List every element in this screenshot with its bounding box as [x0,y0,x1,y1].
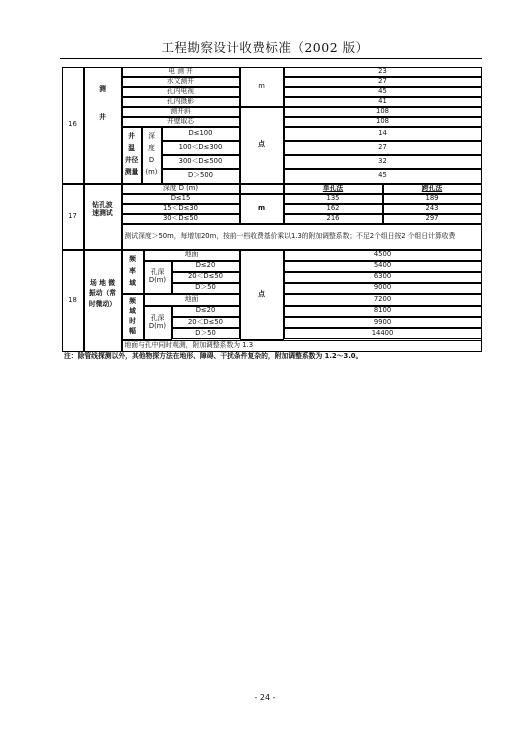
range-text: D＞500 [187,171,213,180]
value-text: 4500 [373,250,392,259]
value-text: 135 [326,193,340,202]
item-row-2 [122,87,240,97]
value-cell [284,204,383,214]
well-char: 测量 [124,167,139,176]
ground-text: 地面 [184,250,199,259]
range-text: D≤20 [195,261,216,270]
value-text: 32 [378,157,387,166]
value-cell [284,107,482,117]
hole-text: 孔深 [150,268,165,277]
unit-m-16 [240,67,284,107]
value-text: 189 [425,193,439,202]
depth-char: (m) [145,167,158,176]
category-text: 钻孔波 [92,200,113,209]
item-label: 孔内摄影 [166,96,195,105]
value-cell [383,214,482,224]
category-text: 振动（常 [88,289,117,298]
value-text: 108 [376,106,389,115]
range-text: D≤15 [170,193,191,202]
depth-label-col [142,127,162,184]
value-text: 27 [378,76,387,85]
row-no-text: 16 [68,120,77,129]
value-text: 9000 [373,283,392,292]
value-cell [383,194,482,204]
value-text: 41 [378,96,387,105]
range-row [162,127,240,141]
range-row [162,141,240,155]
item-row-5 [122,117,240,127]
ground-row [144,250,240,261]
footnote: 注：除管线探测以外，其他物探方法在地形、障碍、干扰条件复杂的，附加调整系数为 1.2～3.0。 [64,352,363,360]
value-cell [284,77,482,87]
well-char: 井 [128,132,135,141]
range-text: 20＜D≤50 [187,317,224,326]
well-char: 温 [128,144,135,153]
range-row-18 [172,261,240,272]
value-text: 45 [378,171,387,180]
value-text: 7200 [373,294,392,303]
time-char: 频 [129,296,136,305]
range-text: 15＜D≤30 [162,203,199,212]
range-text: 20＜D≤50 [187,272,224,281]
value-text: 297 [425,213,439,222]
category-char: 测 [99,84,106,93]
value-text: 243 [425,203,439,212]
page-title: 工程勘察设计收费标准（2002 版） [161,40,369,55]
depth-char: 深 [148,132,155,141]
hole-text: 孔深 [150,313,165,322]
value-text: 27 [378,142,387,151]
unit-point-18 [240,250,284,340]
range-text: 300＜D≤500 [178,157,223,166]
hole-text: D(m) [148,276,167,284]
value-text: 216 [326,213,340,222]
row-no-text: 17 [68,211,77,220]
note-text: 地面与孔中同时观测，附加调整系数为 1.3 [124,340,254,349]
time-char: 时 [129,316,136,325]
ground-row [144,294,240,306]
range-row-18 [172,272,240,283]
range-row [162,155,240,169]
page-number: - 24 - [254,693,276,702]
depth-char: D [148,155,155,164]
range-row-18 [172,283,240,294]
row-no-text: 18 [68,295,77,304]
well-label-col [122,127,142,184]
unit-point-16 [240,107,284,184]
row-no-18 [62,250,84,352]
value-cell [284,328,482,339]
time-char: 域 [129,306,136,315]
value-text: 8100 [373,306,392,315]
item-label: 测井斜 [170,106,191,115]
unit-text: m [258,81,265,90]
item-label: 水文测井 [166,76,195,85]
item-label: 井壁取芯 [166,116,195,125]
category-16 [84,67,122,184]
range-text: D≤20 [195,306,216,315]
value-text: 23 [378,66,387,75]
unit-text: m [257,203,266,212]
value-cell [284,87,482,97]
value-cell [284,97,482,107]
header-rule [60,58,482,59]
value-cell [284,117,482,127]
value-cell [284,141,482,155]
value-cell [284,169,482,183]
hole-depth-label [144,306,172,340]
freq-char: 频 [129,254,136,263]
range-text: 30＜D≤50 [162,213,199,222]
value-text: 162 [326,203,340,212]
item-label: 电 测 井 [168,66,193,75]
value-text: 45 [378,86,387,95]
range-row-17 [122,194,240,204]
freq-char: 域 [129,278,136,287]
value-text: 14400 [371,328,394,337]
value-cell [284,261,482,272]
category-17 [84,184,122,250]
header-text: 单孔法 [322,183,344,192]
range-row-17 [122,214,240,224]
range-text: D≤100 [188,128,213,137]
value-text: 9900 [373,317,392,326]
item-row-4 [122,107,240,117]
cross-hole-header [383,184,482,194]
note-text: 测试深度＞50m，每增加20m，按前一档收费基价乘以1.3的附加调整系数；不足2个组日按2 个组日计算收费 [124,231,456,240]
value-cell [284,317,482,328]
value-cell [284,155,482,169]
range-row [162,169,240,183]
single-hole-header [284,184,383,194]
range-row-18 [172,317,240,328]
unit-m-17 [240,194,284,224]
value-text: 14 [378,128,387,137]
category-text: 场 地 微 [89,279,116,288]
value-cell [284,306,482,317]
item-row-0 [122,67,240,77]
category-text: 时微动） [88,299,117,308]
time-domain-label [122,294,144,340]
blank-unit-17 [240,184,284,194]
range-row-18 [172,306,240,317]
range-row-18 [172,328,240,339]
value-cell [284,214,383,224]
item-row-3 [122,97,240,107]
value-cell [284,294,482,306]
header-text: 深度 D (m) [162,183,199,192]
note-17 [122,224,482,250]
well-char: 井径 [124,155,139,164]
depth-char: 度 [148,144,155,153]
range-text: D＞50 [195,328,216,337]
value-cell [284,194,383,204]
range-text: 100＜D≤300 [178,142,223,151]
row-no-16 [62,67,84,184]
ground-text: 地面 [184,294,199,303]
value-cell [284,250,482,261]
value-text: 108 [376,116,389,125]
value-cell [284,127,482,141]
value-text: 5400 [373,261,392,270]
value-cell [383,204,482,214]
hole-text: D(m) [148,321,167,330]
category-char: 井 [99,113,106,122]
depth-header [122,184,240,194]
value-cell [284,283,482,294]
unit-text: 点 [258,289,265,298]
freq-char: 率 [129,266,136,275]
range-row-17 [122,204,240,214]
header-text: 跨孔法 [421,183,443,192]
value-cell [284,272,482,283]
freq-domain-label [122,250,144,294]
value-cell [284,67,482,77]
time-char: 幅 [129,326,136,335]
value-text: 6300 [373,272,392,281]
item-row-1 [122,77,240,87]
category-18 [84,250,122,352]
row-no-17 [62,184,84,250]
item-label: 孔内电视 [166,86,195,95]
hole-depth-label [144,261,172,294]
unit-text: 点 [258,140,265,149]
category-text: 速测试 [92,208,113,217]
range-text: D＞50 [195,283,216,292]
